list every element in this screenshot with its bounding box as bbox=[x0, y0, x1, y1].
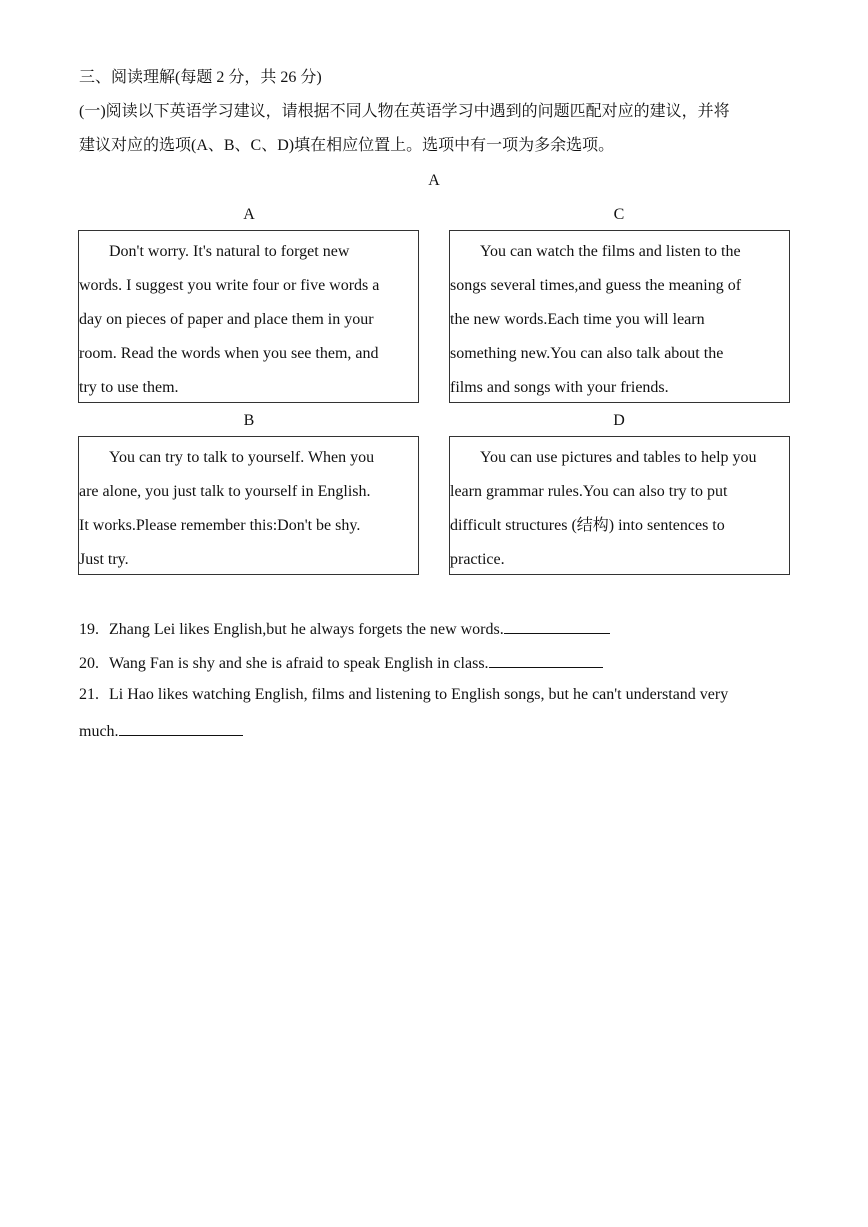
option-b-label: B bbox=[243, 412, 255, 429]
option-d-line: practice. bbox=[450, 551, 505, 568]
option-d-line: You can use pictures and tables to help you bbox=[480, 449, 757, 466]
option-d-label: D bbox=[613, 412, 625, 429]
option-a-label: A bbox=[243, 206, 255, 223]
option-b-box bbox=[78, 436, 419, 575]
question-number: 19. bbox=[79, 621, 99, 638]
group-label: A bbox=[428, 172, 440, 189]
question-number: 20. bbox=[79, 655, 99, 672]
option-b-line: are alone, you just talk to yourself in English. bbox=[79, 483, 371, 500]
answer-blank[interactable] bbox=[489, 651, 603, 668]
option-a-box bbox=[78, 230, 419, 403]
option-d-line: difficult structures (结构) into sentences to bbox=[450, 517, 725, 534]
option-c-line: songs several times,and guess the meaning of bbox=[450, 277, 742, 294]
option-d-box bbox=[449, 436, 790, 575]
option-a-line: day on pieces of paper and place them in your bbox=[79, 311, 374, 328]
option-b-line: It works.Please remember this:Don't be shy. bbox=[79, 517, 361, 534]
option-c-line: films and songs with your friends. bbox=[450, 379, 669, 396]
option-c-label: C bbox=[613, 206, 625, 223]
option-a-line: words. I suggest you write four or five words a bbox=[79, 277, 380, 294]
question-text: Li Hao likes watching English, films and listening to English songs, but he can't understand very bbox=[109, 686, 729, 703]
question-text: Zhang Lei likes English,but he always forgets the new words. bbox=[109, 621, 504, 638]
option-a-line: Don't worry. It's natural to forget new bbox=[109, 243, 350, 260]
option-c-line: the new words.Each time you will learn bbox=[450, 311, 705, 328]
option-b-line: Just try. bbox=[79, 551, 129, 568]
instruction-line-1: (一)阅读以下英语学习建议，请根据不同人物在英语学习中遇到的问题匹配对应的建议，并将 bbox=[79, 103, 730, 120]
option-c-line: You can watch the films and listen to the bbox=[480, 243, 741, 260]
option-c-line: something new.You can also talk about the bbox=[450, 345, 724, 362]
question-text: Wang Fan is shy and she is afraid to speak English in class. bbox=[109, 655, 489, 672]
question-21 bbox=[79, 685, 728, 705]
instruction-line-2: 建议对应的选项(A、B、C、D)填在相应位置上。选项中有一项为多余选项。 bbox=[79, 137, 615, 154]
answer-blank[interactable] bbox=[504, 617, 610, 634]
option-c-box bbox=[449, 230, 790, 403]
question-number: 21. bbox=[79, 686, 99, 703]
option-a-line: try to use them. bbox=[79, 379, 179, 396]
question-21-continuation bbox=[79, 719, 243, 742]
option-b-line: You can try to talk to yourself. When you bbox=[109, 449, 375, 466]
question-19 bbox=[79, 617, 610, 640]
question-20 bbox=[79, 651, 603, 674]
option-a-line: room. Read the words when you see them, and bbox=[79, 345, 379, 362]
section-title: 三、阅读理解(每题 2 分，共 26 分) bbox=[79, 69, 322, 86]
option-d-line: learn grammar rules.You can also try to put bbox=[450, 483, 728, 500]
question-text: much. bbox=[79, 723, 119, 740]
answer-blank[interactable] bbox=[119, 719, 243, 736]
